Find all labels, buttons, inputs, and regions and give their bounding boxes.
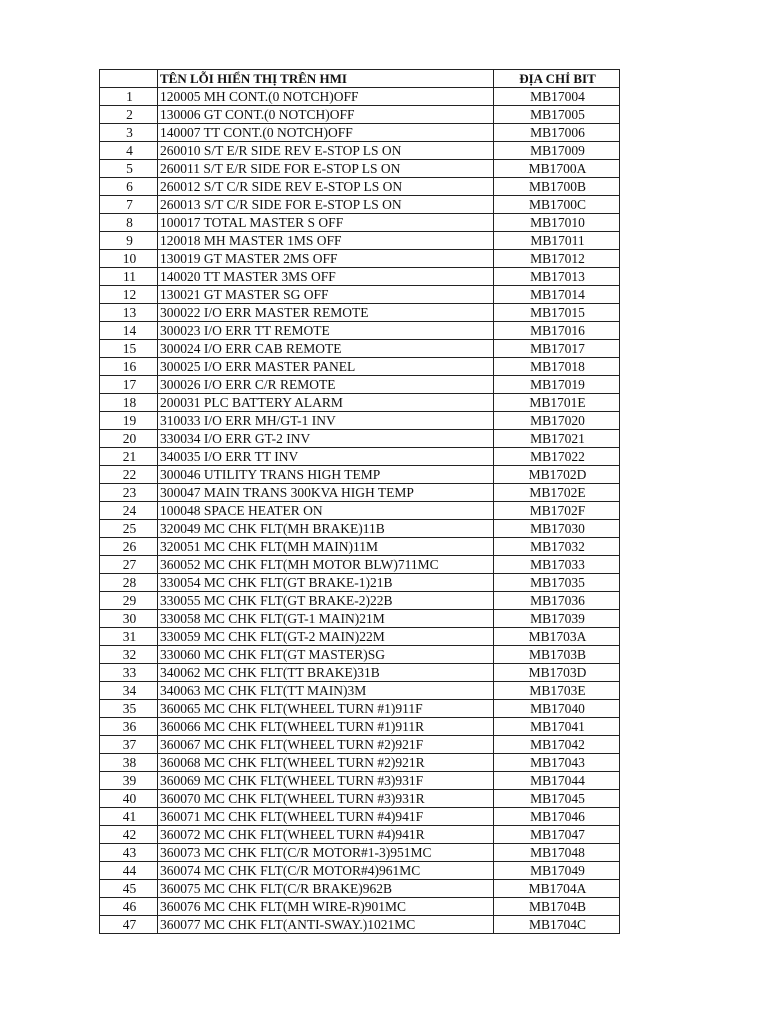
header-error-name: TÊN LỖI HIỂN THỊ TRÊN HMI [158, 70, 494, 88]
table-row [100, 538, 620, 556]
table-row [100, 178, 620, 196]
row-index: 27 [100, 556, 158, 574]
bit-address: MB17010 [494, 214, 620, 232]
table-body [100, 88, 620, 934]
table-row [100, 250, 620, 268]
row-index: 31 [100, 628, 158, 646]
table-row [100, 340, 620, 358]
error-name: 360073 MC CHK FLT(C/R MOTOR#1-3)951MC [158, 844, 494, 862]
error-name: 360074 MC CHK FLT(C/R MOTOR#4)961MC [158, 862, 494, 880]
row-index: 1 [100, 88, 158, 106]
error-name: 260013 S/T C/R SIDE FOR E-STOP LS ON [158, 196, 494, 214]
bit-address: MB17044 [494, 772, 620, 790]
row-index: 43 [100, 844, 158, 862]
row-index: 14 [100, 322, 158, 340]
bit-address: MB17042 [494, 736, 620, 754]
row-index: 41 [100, 808, 158, 826]
table-row [100, 484, 620, 502]
error-name: 340062 MC CHK FLT(TT BRAKE)31B [158, 664, 494, 682]
bit-address: MB1700C [494, 196, 620, 214]
table-row [100, 790, 620, 808]
row-index: 4 [100, 142, 158, 160]
table-row [100, 682, 620, 700]
row-index: 35 [100, 700, 158, 718]
row-index: 17 [100, 376, 158, 394]
row-index: 15 [100, 340, 158, 358]
table-row [100, 898, 620, 916]
error-name: 100017 TOTAL MASTER S OFF [158, 214, 494, 232]
bit-address: MB1703A [494, 628, 620, 646]
table-row [100, 844, 620, 862]
bit-address: MB17048 [494, 844, 620, 862]
bit-address: MB1703E [494, 682, 620, 700]
table-row [100, 754, 620, 772]
error-name: 360076 MC CHK FLT(MH WIRE-R)901MC [158, 898, 494, 916]
error-name: 360067 MC CHK FLT(WHEEL TURN #2)921F [158, 736, 494, 754]
error-name: 360075 MC CHK FLT(C/R BRAKE)962B [158, 880, 494, 898]
bit-address: MB17017 [494, 340, 620, 358]
error-name: 260011 S/T E/R SIDE FOR E-STOP LS ON [158, 160, 494, 178]
table-row [100, 124, 620, 142]
row-index: 42 [100, 826, 158, 844]
bit-address: MB17046 [494, 808, 620, 826]
bit-address: MB1700A [494, 160, 620, 178]
error-name: 310033 I/O ERR MH/GT-1 INV [158, 412, 494, 430]
table-row [100, 412, 620, 430]
table-header-row [100, 70, 620, 88]
error-name: 120018 MH MASTER 1MS OFF [158, 232, 494, 250]
row-index: 32 [100, 646, 158, 664]
table-row [100, 862, 620, 880]
error-name: 300046 UTILITY TRANS HIGH TEMP [158, 466, 494, 484]
row-index: 12 [100, 286, 158, 304]
row-index: 23 [100, 484, 158, 502]
table-row [100, 466, 620, 484]
table-row [100, 358, 620, 376]
table-row [100, 106, 620, 124]
error-name: 340035 I/O ERR TT INV [158, 448, 494, 466]
error-name: 300022 I/O ERR MASTER REMOTE [158, 304, 494, 322]
row-index: 28 [100, 574, 158, 592]
bit-address: MB17030 [494, 520, 620, 538]
table-row [100, 304, 620, 322]
error-name: 260012 S/T C/R SIDE REV E-STOP LS ON [158, 178, 494, 196]
table-row [100, 232, 620, 250]
bit-address: MB1700B [494, 178, 620, 196]
row-index: 36 [100, 718, 158, 736]
bit-address: MB1704C [494, 916, 620, 934]
table-row [100, 880, 620, 898]
header-index [100, 70, 158, 88]
error-name: 360065 MC CHK FLT(WHEEL TURN #1)911F [158, 700, 494, 718]
error-name: 260010 S/T E/R SIDE REV E-STOP LS ON [158, 142, 494, 160]
row-index: 9 [100, 232, 158, 250]
row-index: 5 [100, 160, 158, 178]
bit-address: MB17033 [494, 556, 620, 574]
bit-address: MB1704B [494, 898, 620, 916]
table-row [100, 610, 620, 628]
table-row [100, 214, 620, 232]
row-index: 40 [100, 790, 158, 808]
bit-address: MB17012 [494, 250, 620, 268]
error-name: 300023 I/O ERR TT REMOTE [158, 322, 494, 340]
bit-address: MB17047 [494, 826, 620, 844]
bit-address: MB17022 [494, 448, 620, 466]
bit-address: MB1702E [494, 484, 620, 502]
table-row [100, 736, 620, 754]
table-row [100, 628, 620, 646]
bit-address: MB17011 [494, 232, 620, 250]
error-name: 130019 GT MASTER 2MS OFF [158, 250, 494, 268]
row-index: 26 [100, 538, 158, 556]
error-name: 360069 MC CHK FLT(WHEEL TURN #3)931F [158, 772, 494, 790]
error-name: 140007 TT CONT.(0 NOTCH)OFF [158, 124, 494, 142]
error-name: 200031 PLC BATTERY ALARM [158, 394, 494, 412]
table-row [100, 376, 620, 394]
bit-address: MB17015 [494, 304, 620, 322]
row-index: 33 [100, 664, 158, 682]
error-name: 330060 MC CHK FLT(GT MASTER)SG [158, 646, 494, 664]
row-index: 29 [100, 592, 158, 610]
table-row [100, 520, 620, 538]
error-name: 330059 MC CHK FLT(GT-2 MAIN)22M [158, 628, 494, 646]
error-name: 360052 MC CHK FLT(MH MOTOR BLW)711MC [158, 556, 494, 574]
table-row [100, 700, 620, 718]
row-index: 13 [100, 304, 158, 322]
row-index: 2 [100, 106, 158, 124]
table-row [100, 916, 620, 934]
table-row [100, 664, 620, 682]
error-name: 120005 MH CONT.(0 NOTCH)OFF [158, 88, 494, 106]
bit-address: MB17020 [494, 412, 620, 430]
bit-address: MB17045 [494, 790, 620, 808]
row-index: 21 [100, 448, 158, 466]
bit-address: MB17014 [494, 286, 620, 304]
bit-address: MB17040 [494, 700, 620, 718]
error-name: 330034 I/O ERR GT-2 INV [158, 430, 494, 448]
bit-address: MB17009 [494, 142, 620, 160]
table-row [100, 808, 620, 826]
error-name: 100048 SPACE HEATER ON [158, 502, 494, 520]
error-name: 300026 I/O ERR C/R REMOTE [158, 376, 494, 394]
error-name: 330058 MC CHK FLT(GT-1 MAIN)21M [158, 610, 494, 628]
error-name: 330054 MC CHK FLT(GT BRAKE-1)21B [158, 574, 494, 592]
bit-address: MB17041 [494, 718, 620, 736]
row-index: 37 [100, 736, 158, 754]
table-row [100, 88, 620, 106]
bit-address: MB17013 [494, 268, 620, 286]
bit-address: MB17018 [494, 358, 620, 376]
row-index: 24 [100, 502, 158, 520]
bit-address: MB17043 [494, 754, 620, 772]
error-name: 360068 MC CHK FLT(WHEEL TURN #2)921R [158, 754, 494, 772]
table-row [100, 574, 620, 592]
error-name: 320049 MC CHK FLT(MH BRAKE)11B [158, 520, 494, 538]
bit-address: MB17004 [494, 88, 620, 106]
table-row [100, 430, 620, 448]
row-index: 39 [100, 772, 158, 790]
row-index: 10 [100, 250, 158, 268]
bit-address: MB1703B [494, 646, 620, 664]
bit-address: MB1702D [494, 466, 620, 484]
table-row [100, 556, 620, 574]
table-row [100, 394, 620, 412]
table-row [100, 502, 620, 520]
error-name: 360070 MC CHK FLT(WHEEL TURN #3)931R [158, 790, 494, 808]
table-row [100, 646, 620, 664]
row-index: 45 [100, 880, 158, 898]
bit-address: MB1702F [494, 502, 620, 520]
row-index: 8 [100, 214, 158, 232]
error-name: 140020 TT MASTER 3MS OFF [158, 268, 494, 286]
bit-address: MB17049 [494, 862, 620, 880]
table-row [100, 592, 620, 610]
bit-address: MB17021 [494, 430, 620, 448]
table-row [100, 160, 620, 178]
error-name: 130021 GT MASTER SG OFF [158, 286, 494, 304]
table-row [100, 142, 620, 160]
row-index: 46 [100, 898, 158, 916]
error-name: 130006 GT CONT.(0 NOTCH)OFF [158, 106, 494, 124]
bit-address: MB17032 [494, 538, 620, 556]
row-index: 44 [100, 862, 158, 880]
table-row [100, 772, 620, 790]
table-row [100, 448, 620, 466]
bit-address: MB1704A [494, 880, 620, 898]
bit-address: MB17016 [494, 322, 620, 340]
table-row [100, 826, 620, 844]
table-row [100, 322, 620, 340]
bit-address: MB17006 [494, 124, 620, 142]
row-index: 6 [100, 178, 158, 196]
row-index: 11 [100, 268, 158, 286]
bit-address: MB17035 [494, 574, 620, 592]
bit-address: MB1703D [494, 664, 620, 682]
row-index: 19 [100, 412, 158, 430]
table-row [100, 718, 620, 736]
row-index: 38 [100, 754, 158, 772]
row-index: 30 [100, 610, 158, 628]
row-index: 16 [100, 358, 158, 376]
error-name: 360071 MC CHK FLT(WHEEL TURN #4)941F [158, 808, 494, 826]
error-name: 360077 MC CHK FLT(ANTI-SWAY.)1021MC [158, 916, 494, 934]
row-index: 18 [100, 394, 158, 412]
row-index: 7 [100, 196, 158, 214]
table-row [100, 268, 620, 286]
bit-address: MB17036 [494, 592, 620, 610]
row-index: 22 [100, 466, 158, 484]
row-index: 34 [100, 682, 158, 700]
bit-address: MB17019 [494, 376, 620, 394]
error-name: 360066 MC CHK FLT(WHEEL TURN #1)911R [158, 718, 494, 736]
row-index: 47 [100, 916, 158, 934]
error-name: 330055 MC CHK FLT(GT BRAKE-2)22B [158, 592, 494, 610]
bit-address: MB17005 [494, 106, 620, 124]
header-bit-address: ĐỊA CHỈ BIT [494, 70, 620, 88]
row-index: 20 [100, 430, 158, 448]
error-name: 320051 MC CHK FLT(MH MAIN)11M [158, 538, 494, 556]
error-name: 340063 MC CHK FLT(TT MAIN)3M [158, 682, 494, 700]
bit-address: MB1701E [494, 394, 620, 412]
error-name: 360072 MC CHK FLT(WHEEL TURN #4)941R [158, 826, 494, 844]
error-name: 300025 I/O ERR MASTER PANEL [158, 358, 494, 376]
bit-address: MB17039 [494, 610, 620, 628]
table-row [100, 196, 620, 214]
error-name: 300047 MAIN TRANS 300KVA HIGH TEMP [158, 484, 494, 502]
table-row [100, 286, 620, 304]
row-index: 3 [100, 124, 158, 142]
error-name: 300024 I/O ERR CAB REMOTE [158, 340, 494, 358]
row-index: 25 [100, 520, 158, 538]
hmi-error-table [99, 69, 620, 934]
